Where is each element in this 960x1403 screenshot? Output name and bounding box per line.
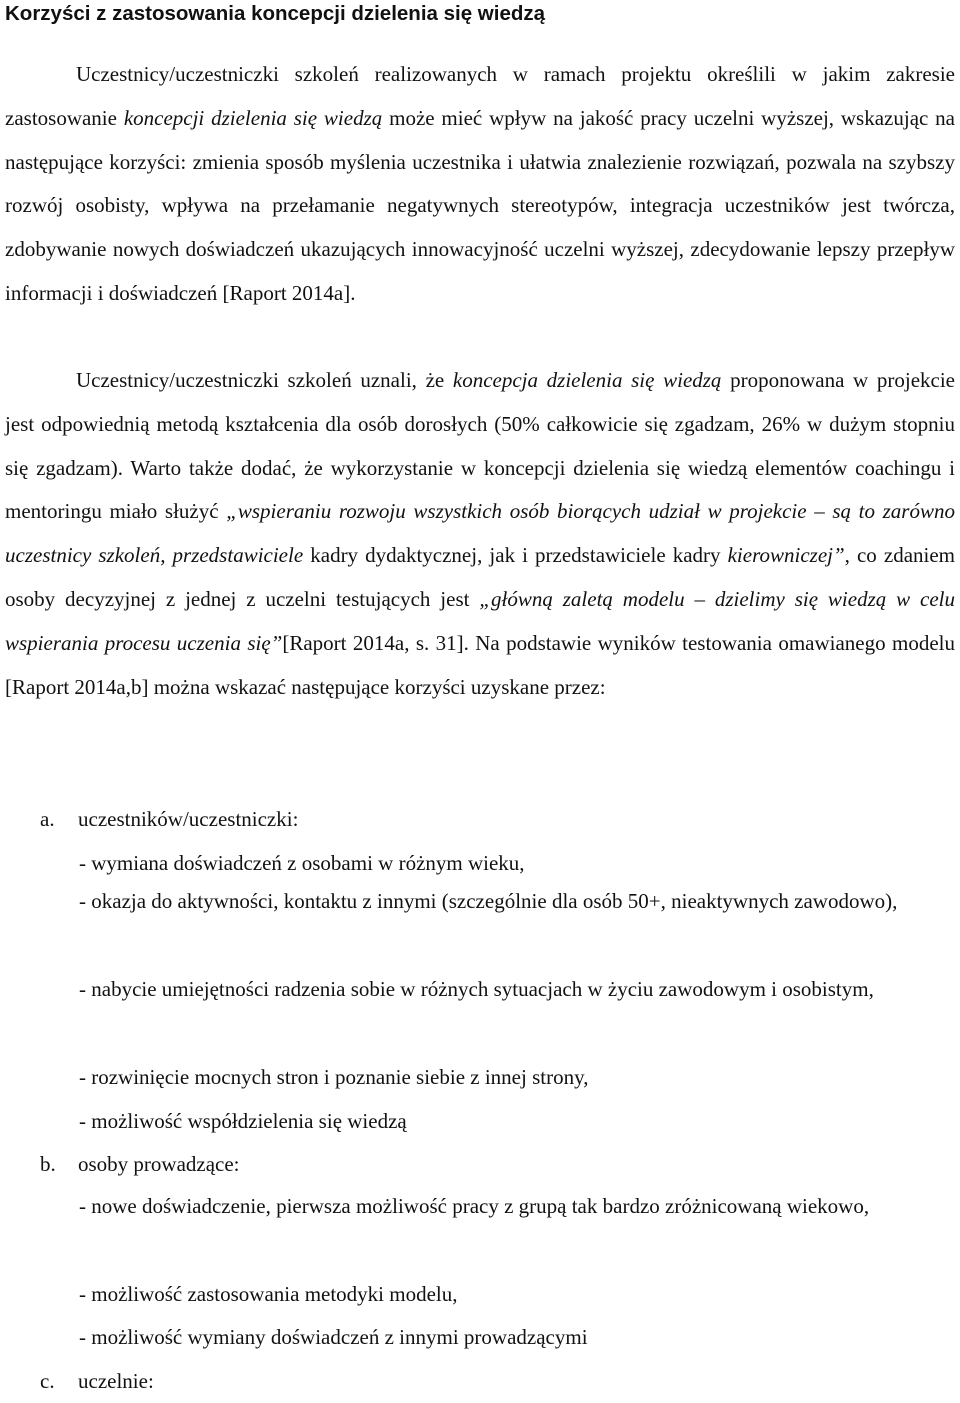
list-marker: b.: [40, 1152, 56, 1176]
list-item: - wymiana doświadczeń z osobami w różnym wieku,: [79, 851, 525, 875]
list-heading-universities: [40, 1359, 154, 1403]
list-label: uczestników/uczestniczki:: [78, 807, 299, 831]
paragraph-text: kadry dydaktycznej, jak i przedstawiciele kadry: [303, 543, 728, 568]
quote-italic: „główną zaletą modelu – dzielimy się wiedzą w celu wspierania procesu uczenia się”: [5, 586, 955, 655]
emphasis-term: koncepcja dzielenia się wiedzą: [452, 368, 722, 392]
list-item: - nabycie umiejętności radzenia sobie w różnych sytuacjach w życiu zawodowym i osobistym,: [79, 977, 874, 1001]
list-label: uczelnie:: [78, 1369, 154, 1393]
paragraph-text: może mieć wpływ na jakość pracy uczelni wyższej, wskazując na następujące korzyści: zmienia sposób myślenia uczestnika i ułatwia znalezienie rozwiązań, pozwala na szybszy rozwój osobisty, wpływa na przełamanie negatywnych stereotypów, integracja uczestników jest twórcza, zdobywanie nowych doświadczeń ukazujących innowacyjność uczelni wyższej, zdecydowanie lepszy przepływ informacji i doświadczeń [Raport 2014a].: [5, 105, 955, 305]
paragraph-benefits-intro: [5, 53, 955, 316]
list-item: - nowe doświadczenie, pierwsza możliwość pracy z grupą tak bardzo zróżnicowaną wiekowo,: [79, 1194, 870, 1218]
list-item: - rozwinięcie mocnych stron i poznanie siebie z innej strony,: [79, 1065, 589, 1089]
paragraph-text: Uczestnicy/uczestniczki szkoleń realizowanych w ramach projektu określili w jakim zakresie zastosowanie: [5, 62, 955, 130]
list-marker: a.: [40, 807, 55, 831]
paragraph-text: proponowana w projekcie jest odpowiednią metodą kształcenia dla osób dorosłych (50% całkowicie się zgadzam, 26% w dużym stopniu się zgadzam). Warto także dodać, że wykorzystanie w koncepcji dzielenia się wiedzą elementów coachingu i mentoringu miało służyć: [5, 368, 955, 524]
list-heading-participants: [40, 797, 298, 841]
quote-italic: kierowniczej”: [727, 543, 845, 568]
list-marker: c.: [40, 1369, 55, 1393]
emphasis-term: koncepcji dzielenia się wiedzą: [123, 105, 383, 130]
paragraph-text: [Raport 2014a, s. 31]. Na podstawie wyników testowania omawianego modelu [Raport 2014a,b] można wskazać następujące korzyści uzyskane przez:: [5, 630, 955, 699]
list-item: - okazja do aktywności, kontaktu z innymi (szczególnie dla osób 50+, nieaktywnych zawodowo),: [79, 889, 898, 913]
list-item: - możliwość wymiany doświadczeń z innymi prowadzącymi: [79, 1325, 588, 1349]
paragraph-text: , co zdaniem osoby decyzyjnej z jednej z uczelni testujących jest: [5, 543, 956, 611]
paragraph-text: Uczestnicy/uczestniczki szkoleń uznali, że: [76, 368, 453, 392]
paragraph-evaluation: [5, 359, 955, 709]
list-item: - możliwość współdzielenia się wiedzą: [79, 1109, 407, 1133]
quote-italic: „wspieraniu rozwoju wszystkich osób biorących udział w projekcie – są to zarówno uczestnicy szkoleń, przedstawiciele: [5, 499, 955, 568]
list-heading-trainers: [40, 1142, 240, 1186]
list-label: osoby prowadzące:: [78, 1152, 240, 1176]
section-heading: Korzyści z zastosowania koncepcji dzielenia się wiedzą: [5, 2, 546, 25]
list-item: - możliwość zastosowania metodyki modelu,: [79, 1282, 458, 1306]
